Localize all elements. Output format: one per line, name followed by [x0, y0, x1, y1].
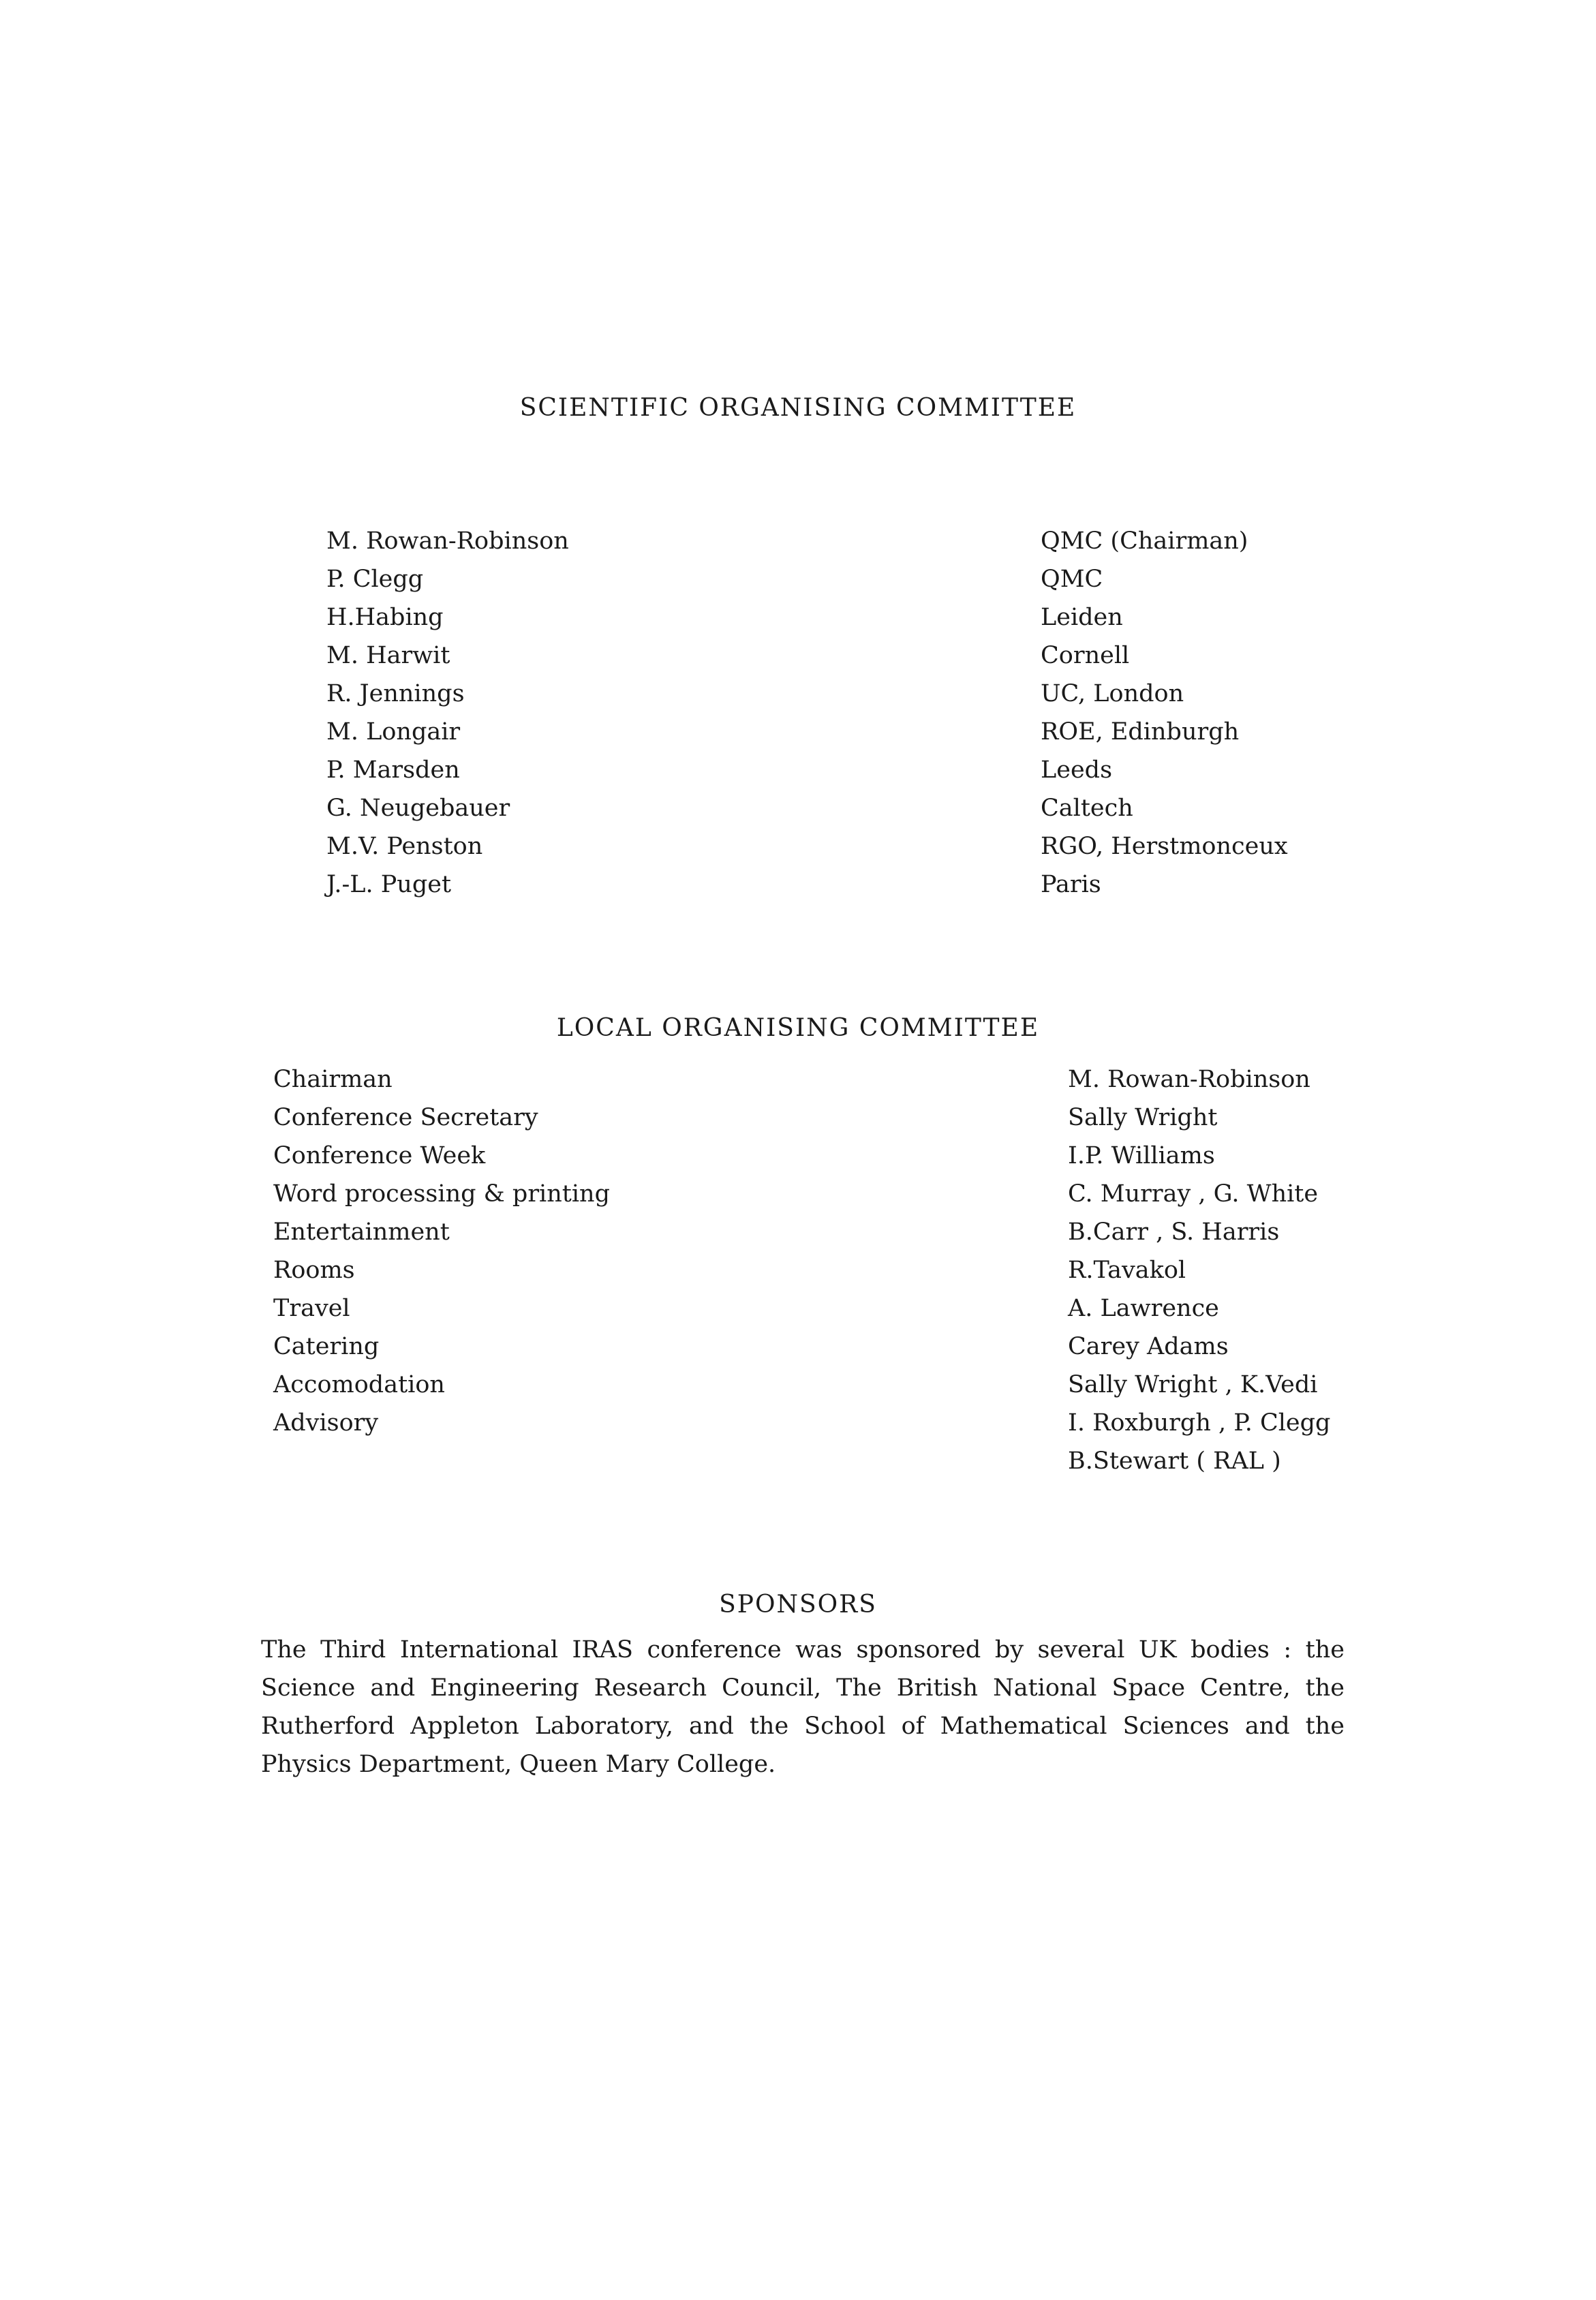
- loc-role: Word processing & printing: [273, 1180, 610, 1208]
- soc-member-name: R. Jennings: [326, 680, 465, 707]
- loc-people: A. Lawrence: [1068, 1295, 1219, 1322]
- loc-people: I.P. Williams: [1068, 1142, 1215, 1169]
- loc-role-row: [0, 1404, 1596, 1442]
- loc-role: Travel: [273, 1295, 350, 1322]
- loc-role: Rooms: [273, 1257, 355, 1284]
- loc-people: Sally Wright , K.Vedi: [1068, 1371, 1318, 1398]
- loc-people: Carey Adams: [1068, 1333, 1229, 1360]
- soc-member-name: M.V. Penston: [326, 833, 483, 860]
- soc-member-row: [0, 789, 1596, 827]
- soc-member-name: M. Rowan-Robinson: [326, 527, 569, 555]
- soc-member-row: [0, 598, 1596, 637]
- loc-role-row: [0, 1060, 1596, 1099]
- loc-role-row: [0, 1137, 1596, 1175]
- loc-people: B.Stewart ( RAL ): [1068, 1447, 1281, 1475]
- soc-member-name: M. Longair: [326, 718, 461, 746]
- sponsors-paragraph: The Third International IRAS conference was sponsored by several UK bodies : the Science and Engineering Research Council, The British National Space Centre, the Rutherford Appleton Laboratory, and the School of Mathematical Sciences and the Physics Department, Queen Mary College.: [261, 1636, 1345, 1778]
- soc-member-row: [0, 522, 1596, 560]
- soc-member-affiliation: QMC: [1041, 566, 1103, 593]
- soc-member-affiliation: Leeds: [1041, 756, 1113, 784]
- soc-member-row: [0, 637, 1596, 675]
- loc-people: B.Carr , S. Harris: [1068, 1218, 1280, 1246]
- loc-role-row: [0, 1328, 1596, 1366]
- soc-member-name: M. Harwit: [326, 642, 450, 669]
- loc-role-row: [0, 1366, 1596, 1404]
- loc-role-row: [0, 1213, 1596, 1251]
- loc-role: Conference Week: [273, 1142, 486, 1169]
- soc-member-name: J.-L. Puget: [326, 871, 452, 898]
- soc-title: SCIENTIFIC ORGANISING COMMITTEE: [519, 394, 1077, 422]
- loc-role: Catering: [273, 1333, 380, 1360]
- soc-member-row: [0, 675, 1596, 713]
- soc-member-affiliation: ROE, Edinburgh: [1041, 718, 1240, 746]
- loc-role: Advisory: [273, 1409, 379, 1437]
- loc-role: Accomodation: [273, 1371, 445, 1398]
- soc-member-name: G. Neugebauer: [326, 795, 510, 822]
- loc-role-row: [0, 1251, 1596, 1289]
- soc-member-affiliation: QMC (Chairman): [1041, 527, 1248, 555]
- soc-member-row: [0, 751, 1596, 789]
- loc-title: LOCAL ORGANISING COMMITTEE: [556, 1014, 1040, 1042]
- soc-member-affiliation: UC, London: [1041, 680, 1184, 707]
- soc-member-name: H.Habing: [326, 604, 444, 631]
- loc-people: M. Rowan-Robinson: [1068, 1066, 1310, 1093]
- soc-member-affiliation: RGO, Herstmonceux: [1041, 833, 1288, 860]
- soc-member-row: [0, 560, 1596, 598]
- soc-member-row: [0, 865, 1596, 904]
- loc-role: Entertainment: [273, 1218, 450, 1246]
- soc-member-affiliation: Leiden: [1041, 604, 1123, 631]
- soc-member-affiliation: Paris: [1041, 871, 1101, 898]
- soc-member-name: P. Marsden: [326, 756, 460, 784]
- soc-member-affiliation: Caltech: [1041, 795, 1133, 822]
- loc-people: R.Tavakol: [1068, 1257, 1186, 1284]
- sponsors-title: SPONSORS: [719, 1591, 877, 1619]
- loc-role-row: [0, 1175, 1596, 1213]
- soc-member-row: [0, 827, 1596, 865]
- loc-role: Conference Secretary: [273, 1104, 538, 1131]
- soc-member-name: P. Clegg: [326, 566, 424, 593]
- loc-role-row: [0, 1289, 1596, 1328]
- loc-people: I. Roxburgh , P. Clegg: [1068, 1409, 1331, 1437]
- loc-people: Sally Wright: [1068, 1104, 1218, 1131]
- loc-role-row: [0, 1442, 1596, 1480]
- soc-member-affiliation: Cornell: [1041, 642, 1130, 669]
- loc-role-row: [0, 1099, 1596, 1137]
- loc-role: Chairman: [273, 1066, 393, 1093]
- soc-member-row: [0, 713, 1596, 751]
- loc-people: C. Murray , G. White: [1068, 1180, 1319, 1208]
